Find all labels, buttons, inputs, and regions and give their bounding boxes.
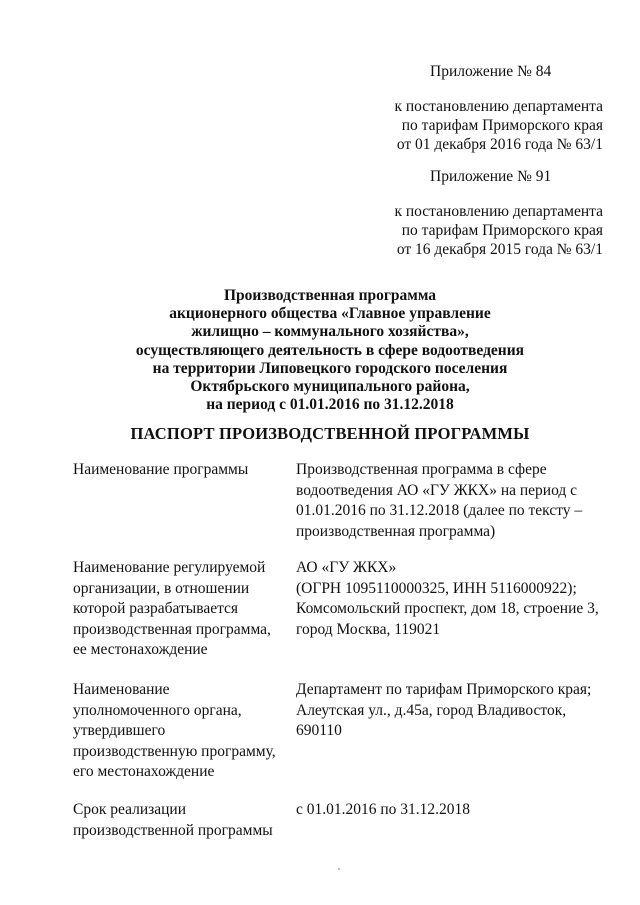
appendix-91-number: Приложение № 91 xyxy=(430,168,552,185)
appendix-91-line: по тарифам Приморского края xyxy=(401,222,603,239)
scan-speck xyxy=(338,868,340,870)
passport-row-value xyxy=(296,460,606,542)
value-line: (ОГРН 1095110000325, ИНН 5116000922); xyxy=(296,579,577,597)
passport-heading: ПАСПОРТ ПРОИЗВОДСТВЕННОЙ ПРОГРАММЫ xyxy=(130,424,530,443)
appendix-84-line: от 01 декабря 2016 года № 63/1 xyxy=(396,136,603,153)
value-line: город Москва, 119021 xyxy=(296,620,441,638)
value-line: с 01.01.2016 по 31.12.2018 xyxy=(296,801,471,818)
value-line: 690110 xyxy=(296,722,342,739)
appendix-91-line: к постановлению департамента xyxy=(394,203,603,220)
appendix-91-line: от 16 декабря 2015 года № 63/1 xyxy=(396,241,603,258)
label-line: которой разрабатывается xyxy=(73,600,239,617)
value-line: Алеутская ул., д.45а, город Владивосток, xyxy=(296,701,567,719)
label-line: Наименование программы xyxy=(73,461,249,478)
label-line: организации, в отношении xyxy=(73,579,250,597)
label-line: производственная программа, xyxy=(73,620,271,638)
label-line: Наименование регулируемой xyxy=(73,559,266,576)
value-line: 01.01.2016 по 31.12.2018 (далее по тексту – xyxy=(296,502,583,519)
label-line: производственную программу, xyxy=(73,742,276,760)
value-line: водоотведения АО «ГУ ЖКХ» на период с xyxy=(296,481,578,499)
value-line: Производственная программа в сфере xyxy=(296,461,547,478)
value-line: Департамент по тарифам Приморского края; xyxy=(296,681,592,698)
label-line: производственной программы xyxy=(73,821,273,839)
passport-row-value xyxy=(296,558,606,640)
appendix-91-block xyxy=(388,167,603,259)
appendix-84-block xyxy=(388,62,603,154)
title-line: Производственная программа xyxy=(223,287,437,304)
passport-row-label xyxy=(73,558,283,661)
appendix-84-line: по тарифам Приморского края xyxy=(401,117,603,134)
title-line: на территории Липовецкого городского поселения xyxy=(152,359,508,377)
label-line: ее местонахождение xyxy=(73,641,208,658)
value-line: Комсомольский проспект, дом 18, строение 3, xyxy=(296,600,599,617)
title-line: жилищно – коммунального хозяйства», xyxy=(191,323,469,341)
label-line: утвердившего xyxy=(73,722,166,739)
label-line: Наименование xyxy=(73,681,170,698)
passport-row-label xyxy=(73,460,283,481)
title-line: на период с 01.01.2016 по 31.12.2018 xyxy=(206,396,454,414)
appendix-84-number: Приложение № 84 xyxy=(430,63,552,80)
label-line: уполномоченного органа, xyxy=(73,701,242,719)
appendix-84-line: к постановлению департамента xyxy=(394,98,603,115)
label-line: его местонахождение xyxy=(73,763,215,780)
passport-row-label xyxy=(73,800,283,841)
passport-row-value xyxy=(296,680,606,742)
passport-row-label xyxy=(73,680,283,783)
title-line: осуществляющего деятельность в сфере водоотведения xyxy=(135,341,525,359)
value-line: АО «ГУ ЖКХ» xyxy=(296,559,397,576)
value-line: производственная программа) xyxy=(296,522,496,540)
title-line: акционерного общества «Главное управление xyxy=(169,305,491,323)
passport-row-value xyxy=(296,800,606,821)
label-line: Срок реализации xyxy=(73,801,186,818)
title-line: Октябрьского муниципального района, xyxy=(190,378,470,396)
program-title xyxy=(60,287,600,414)
